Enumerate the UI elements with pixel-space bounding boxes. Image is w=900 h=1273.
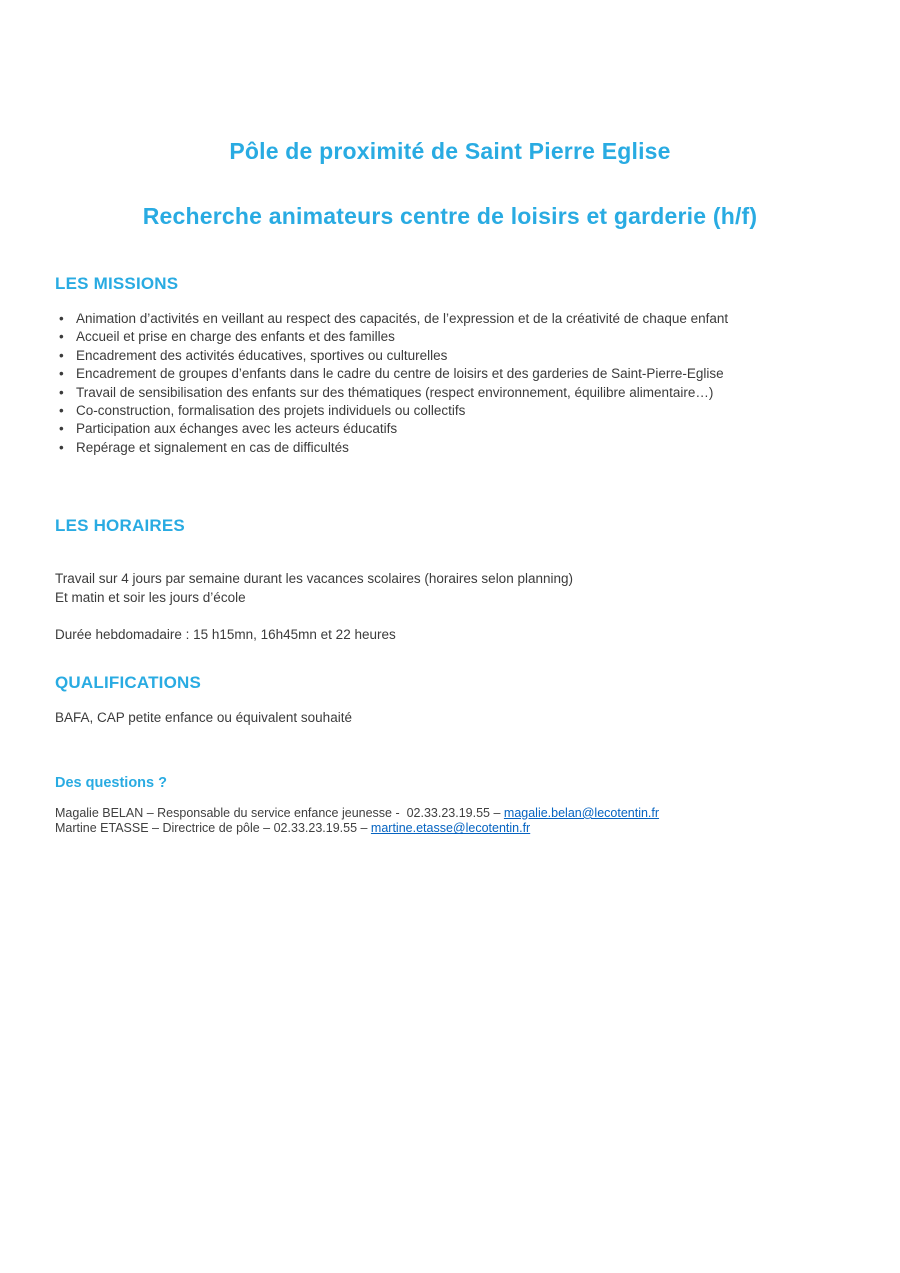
missions-list xyxy=(55,310,845,457)
qualifications-heading: QUALIFICATIONS xyxy=(55,673,202,693)
list-item: • Animation d’activités en veillant au respect des capacités, de l’expression et de la créativité de chaque enfant xyxy=(55,310,845,328)
contacts-block xyxy=(55,806,845,837)
horaires-line-2: Et matin et soir les jours d’école xyxy=(55,589,246,605)
contact-1-email-link[interactable]: magalie.belan@lecotentin.fr xyxy=(503,805,660,820)
list-item: • Participation aux échanges avec les acteurs éducatifs xyxy=(55,420,845,438)
list-item: • Repérage et signalement en cas de difficultés xyxy=(55,439,845,457)
list-item: • Accueil et prise en charge des enfants et des familles xyxy=(55,328,845,346)
horaires-duration-line: Durée hebdomadaire : 15 h15mn, 16h45mn et 22 heures xyxy=(55,627,396,643)
list-item: • Co-construction, formalisation des projets individuels ou collectifs xyxy=(55,402,845,420)
contact-line-2 xyxy=(55,821,845,837)
list-item: • Travail de sensibilisation des enfants sur des thématiques (respect environnement, équilibre alimentaire…) xyxy=(55,384,845,402)
list-item: • Encadrement des activités éducatives, sportives ou culturelles xyxy=(55,347,845,365)
horaires-line-1: Travail sur 4 jours par semaine durant les vacances scolaires (horaires selon planning) xyxy=(55,571,573,587)
contact-2-email-link[interactable]: martine.etasse@lecotentin.fr xyxy=(370,821,531,836)
document-subtitle: Recherche animateurs centre de loisirs et garderie (h/f) xyxy=(142,203,758,229)
contact-line-1 xyxy=(55,806,845,822)
missions-heading: LES MISSIONS xyxy=(55,274,179,293)
horaires-heading: LES HORAIRES xyxy=(55,516,185,536)
qualifications-text: BAFA, CAP petite enfance ou équivalent souhaité xyxy=(55,710,352,726)
questions-heading: Des questions ? xyxy=(55,774,167,791)
contact-1-text: Magalie BELAN – Responsable du service enfance jeunesse - 02.33.23.19.55 – xyxy=(55,805,504,820)
list-item: • Encadrement de groupes d’enfants dans le cadre du centre de loisirs et des garderies de Saint-Pierre-Eglise xyxy=(55,365,845,383)
contact-2-text: Martine ETASSE – Directrice de pôle – 02.33.23.19.55 – xyxy=(55,821,371,836)
document-title: Pôle de proximité de Saint Pierre Eglise xyxy=(229,138,671,164)
